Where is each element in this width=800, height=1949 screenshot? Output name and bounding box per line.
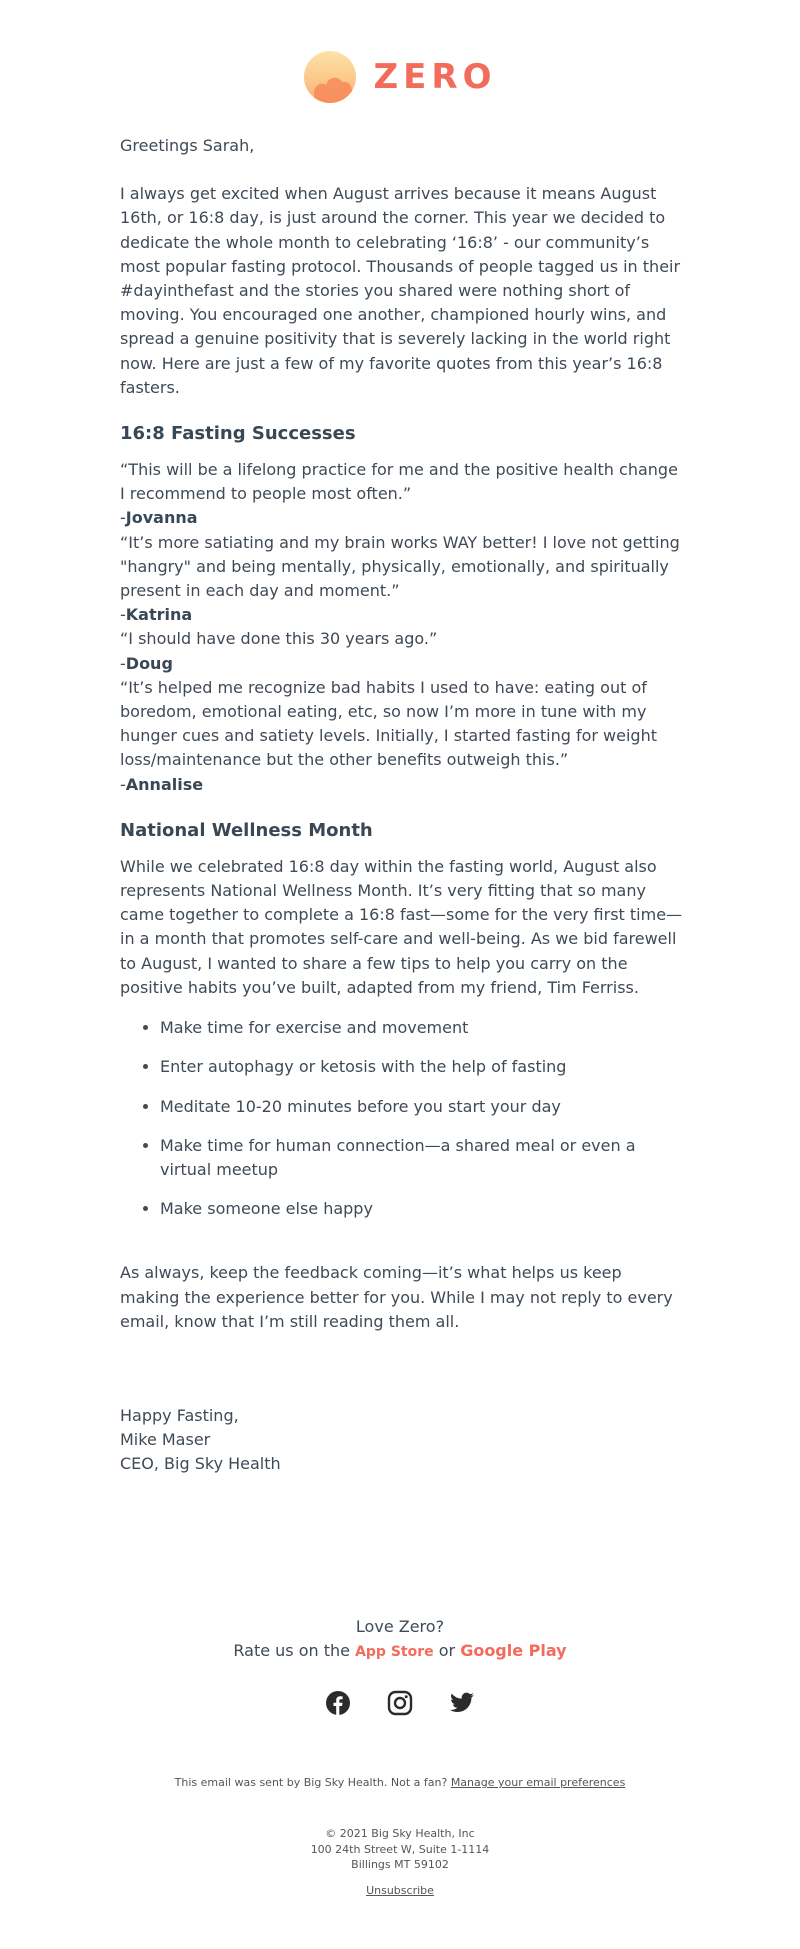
- signoff-name: Mike Maser: [120, 1430, 211, 1450]
- tips-list: [120, 1016, 686, 1221]
- rate-section: [0, 1615, 800, 1664]
- signoff-line: Happy Fasting,: [120, 1405, 239, 1425]
- manage-preferences-link[interactable]: Manage your email preferences: [450, 1776, 626, 1789]
- rate-line: Rate us on the App Store or Google Play: [233, 1641, 567, 1660]
- facebook-icon[interactable]: [325, 1690, 351, 1716]
- quote-block: [120, 627, 686, 675]
- twitter-icon[interactable]: [449, 1690, 475, 1716]
- quote-author: -Doug: [120, 653, 173, 673]
- address-line: Billings MT 59102: [351, 1858, 449, 1871]
- quote-block: [120, 531, 686, 628]
- email-body: [120, 134, 686, 1477]
- list-item: • Make someone else happy: [160, 1197, 686, 1221]
- company-address: [0, 1826, 800, 1873]
- copyright: © 2021 Big Sky Health, Inc: [325, 1827, 475, 1840]
- quote-author: -Annalise: [120, 774, 204, 794]
- zero-logo-icon: [304, 51, 356, 103]
- wellness-heading: National Wellness Month: [120, 819, 373, 841]
- brand-name: ZERO: [373, 57, 497, 97]
- instagram-icon[interactable]: [387, 1690, 413, 1716]
- quote-author: -Jovanna: [120, 508, 198, 528]
- list-item: • Meditate 10-20 minutes before you start your day: [160, 1095, 686, 1119]
- email-header: [0, 50, 800, 104]
- signoff-title: CEO, Big Sky Health: [120, 1454, 281, 1474]
- sent-by-notice: This email was sent by Big Sky Health. Not a fan? Manage your email preferences: [174, 1776, 626, 1789]
- unsubscribe-link[interactable]: Unsubscribe: [366, 1884, 434, 1897]
- google-play-link[interactable]: Google Play: [460, 1641, 567, 1660]
- closing-paragraph: As always, keep the feedback coming—it’s what helps us keep making the experience better for you. While I may not reply to every email, know that I’m still reading them all.: [120, 1263, 673, 1331]
- quote-block: [120, 676, 686, 797]
- successes-heading: 16:8 Fasting Successes: [120, 423, 356, 445]
- wellness-paragraph: While we celebrated 16:8 day within the fasting world, August also represents National Wellness Month. It’s very fitting that so many came together to complete a 16:8 fast—some for the very first time—in a month that promotes self-care and well-being. As we bid farewell to August, I wanted to share a few tips to help you carry on the positive habits you’ve built, adapted from my friend, Tim Ferriss.: [120, 856, 683, 997]
- quote-text: “It’s more satiating and my brain works WAY better! I love not getting "hangry" and being mentally, physically, emotionally, and spiritually present in each day and moment.”: [120, 532, 680, 601]
- list-item: • Enter autophagy or ketosis with the help of fasting: [160, 1055, 686, 1079]
- unsubscribe-section: [0, 1884, 800, 1897]
- quote-text: “This will be a lifelong practice for me and the positive health change I recommend to people most often.”: [120, 460, 678, 504]
- love-zero-text: Love Zero?: [355, 1617, 445, 1636]
- intro-paragraph: I always get excited when August arrives because it means August 16th, or 16:8 day, is just around the corner. This year we decided to dedicate the whole month to celebrating ‘16:8’ - our community’s most popular fasting protocol. Thousands of people tagged us in their #dayinthefast and the stories you shared were nothing short of moving. You encouraged one another, championed hourly wins, and spread a genuine positivity that is severely lacking in the world right now. Here are just a few of my favorite quotes from this year’s 16:8 fasters.: [120, 184, 681, 397]
- quote-text: “It’s helped me recognize bad habits I used to have: eating out of boredom, emotional eating, etc, so now I’m more in tune with my hunger cues and satiety levels. Initially, I started fasting for weight loss/maintenance but the other benefits outweigh this.”: [120, 677, 657, 770]
- list-item: • Make time for exercise and movement: [160, 1016, 686, 1040]
- list-item: • Make time for human connection—a shared meal or even a virtual meetup: [160, 1134, 686, 1182]
- greeting: Greetings Sarah,: [120, 136, 255, 155]
- address-line: 100 24th Street W, Suite 1-1114: [310, 1842, 490, 1856]
- quote-text: “I should have done this 30 years ago.”: [120, 629, 438, 649]
- social-links: [0, 1690, 800, 1718]
- quote-author: -Katrina: [120, 605, 193, 625]
- quote-block: [120, 458, 686, 531]
- app-store-link[interactable]: App Store: [355, 1644, 434, 1660]
